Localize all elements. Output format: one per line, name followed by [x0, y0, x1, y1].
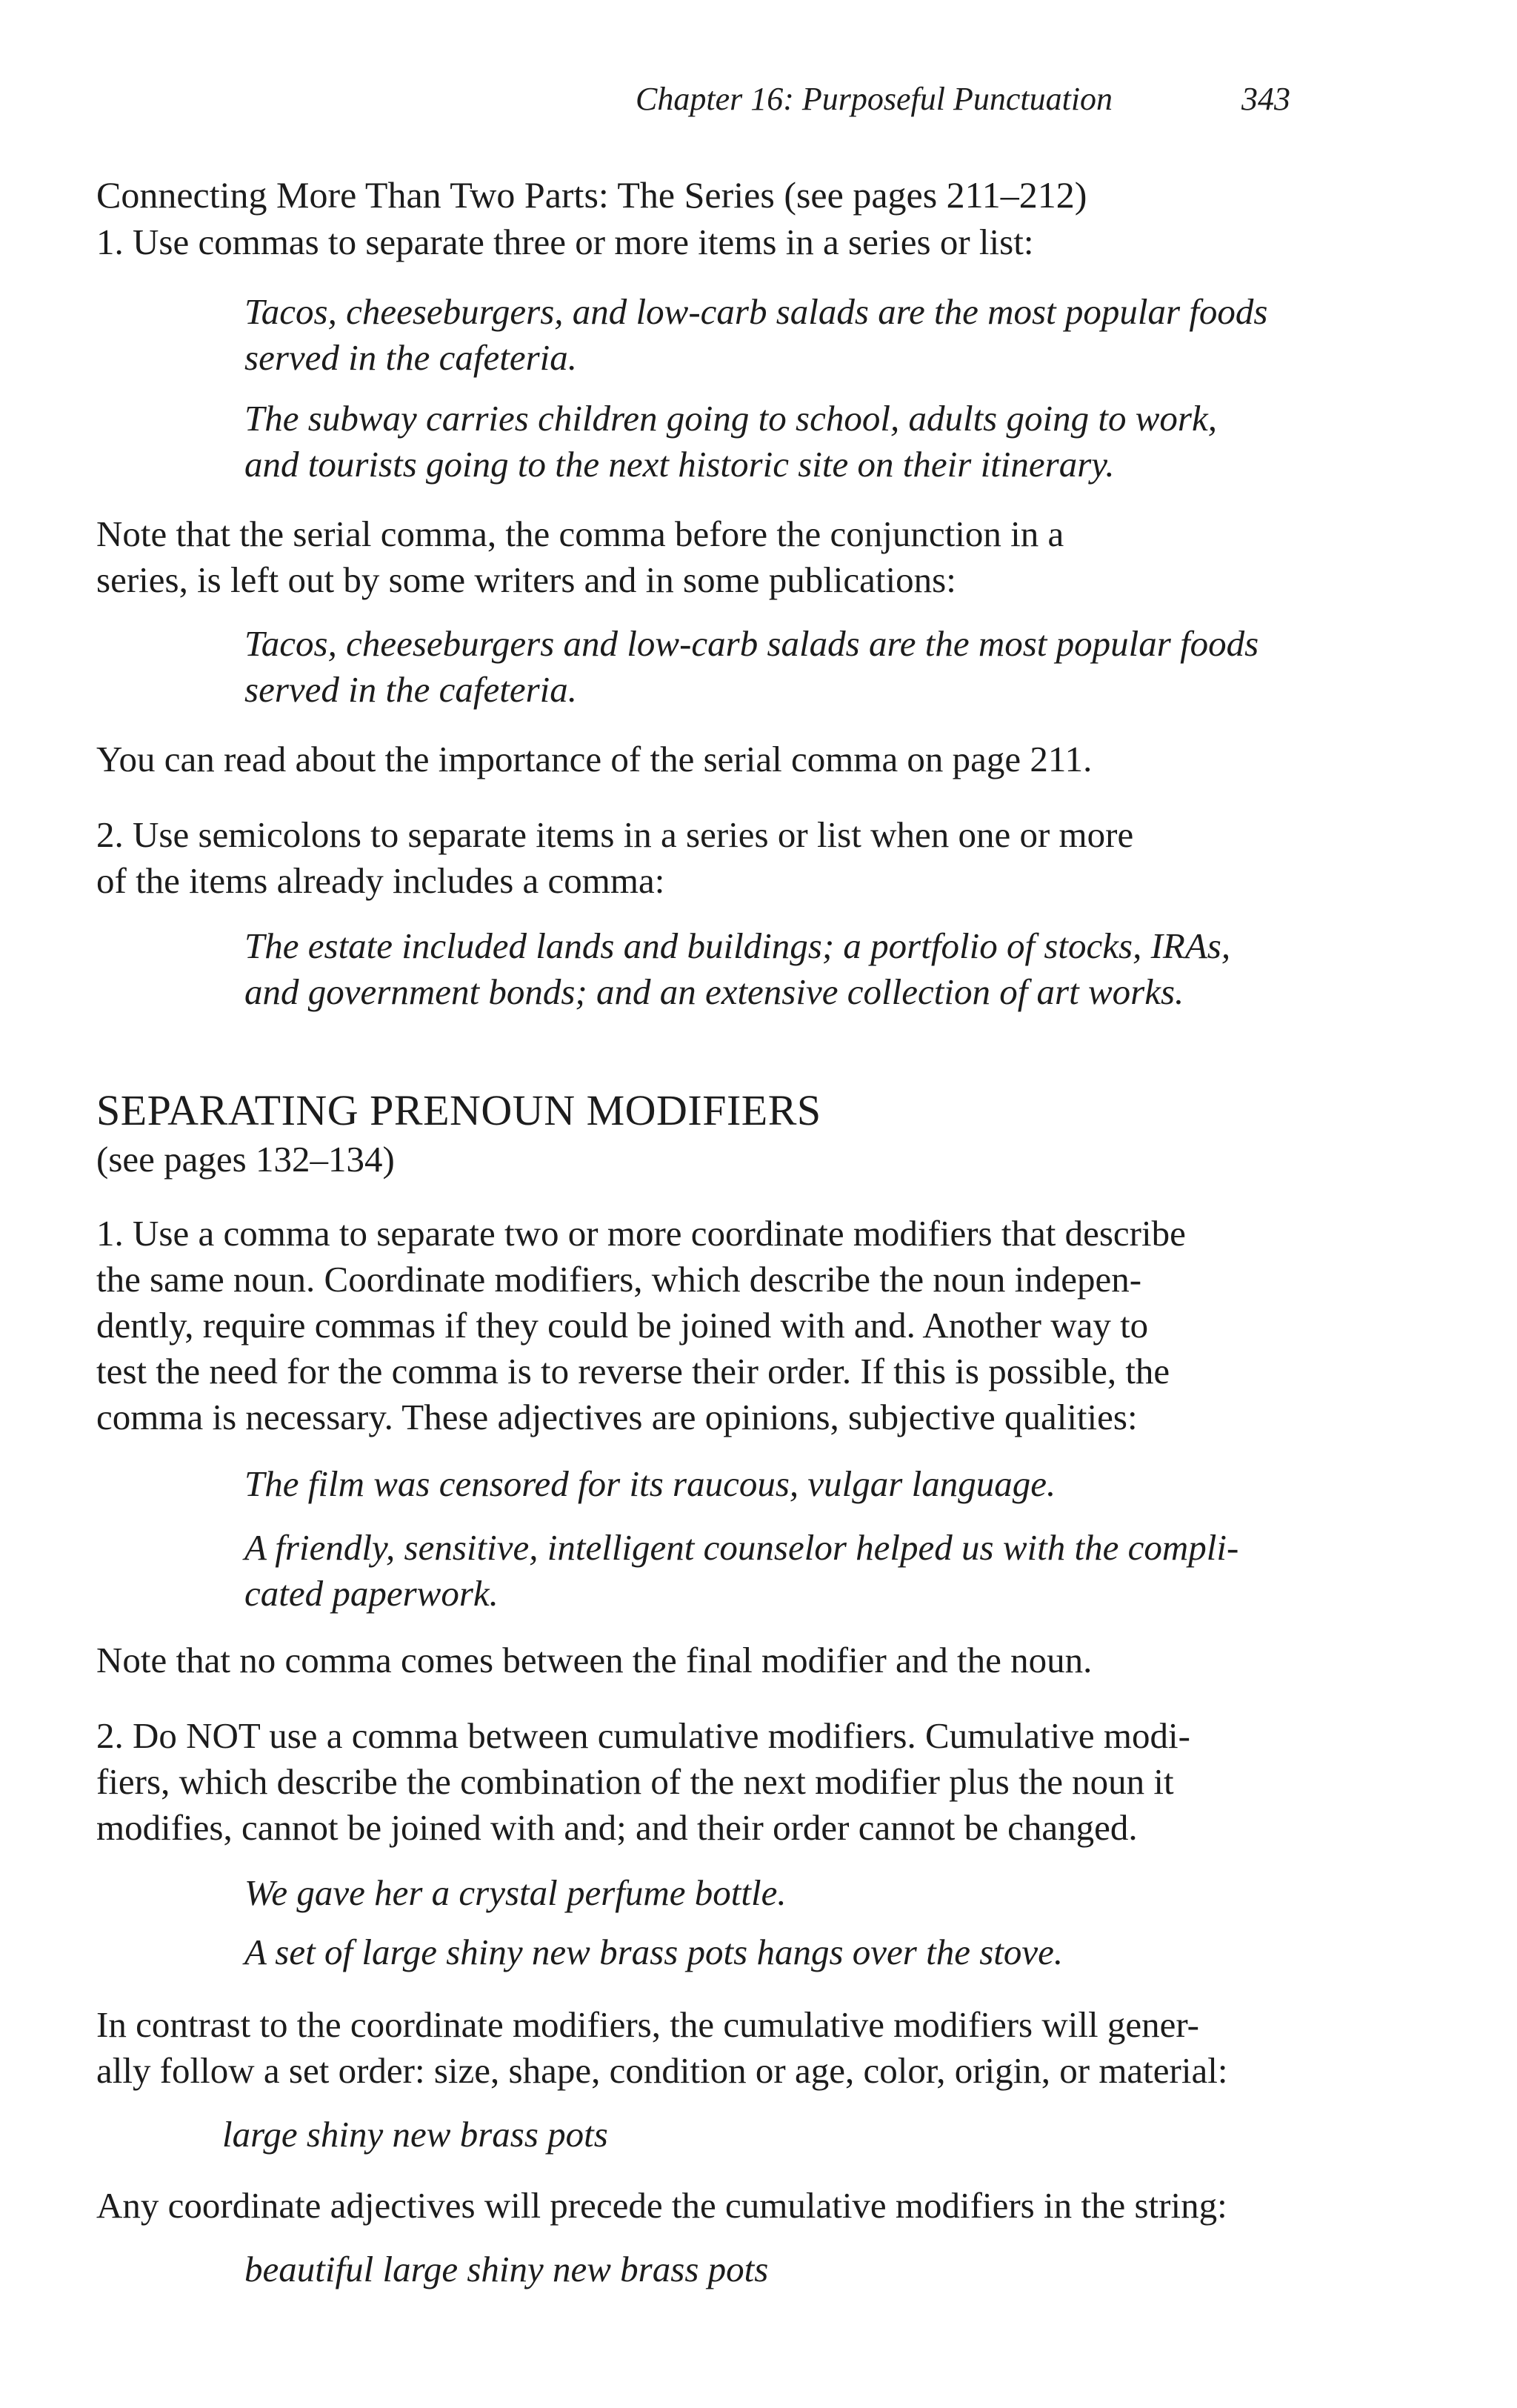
series-example-1-line-2: served in the cafeteria.: [244, 337, 578, 378]
prenoun-example-2-line-1: A friendly, sensitive, intelligent counselor helped us with the compli-: [244, 1527, 1239, 1568]
series-example-4-line-2: and government bonds; and an extensive collection of art works.: [244, 971, 1184, 1012]
series-example-2-line-2: and tourists going to the next historic site on their itinerary.: [244, 444, 1115, 485]
series-rule-1-line-1: 1. Use commas to separate three or more items in a series or list:: [96, 222, 1034, 262]
prenoun-note-1-line-1: Note that no comma comes between the final modifier and the noun.: [96, 1640, 1093, 1680]
prenoun-note-3-line-1: Any coordinate adjectives will precede the cumulative modifiers in the string:: [96, 2185, 1227, 2226]
series-example-2-line-1: The subway carries children going to school, adults going to work,: [244, 398, 1217, 439]
prenoun-note-2-line-2: ally follow a set order: size, shape, condition or age, color, origin, or material:: [96, 2050, 1228, 2091]
prenoun-example-3-line-1: We gave her a crystal perfume bottle.: [244, 1872, 787, 1913]
series-heading: Connecting More Than Two Parts: The Series (see pages 211–212): [96, 174, 1087, 216]
series-example-3-line-1: Tacos, cheeseburgers and low-carb salads are the most popular foods: [244, 623, 1259, 664]
prenoun-rule-1-line-1: 1. Use a comma to separate two or more coordinate modifiers that describe: [96, 1213, 1186, 1254]
running-header-title: Chapter 16: Purposeful Punctuation: [636, 81, 1113, 117]
series-rule-2-line-1: 2. Use semicolons to separate items in a series or list when one or more: [96, 814, 1134, 855]
prenoun-note-2-line-1: In contrast to the coordinate modifiers, the cumulative modifiers will gener-: [96, 2004, 1199, 2045]
series-note-2-line-1: You can read about the importance of the serial comma on page 211.: [96, 739, 1093, 779]
prenoun-example-5-line-1: large shiny new brass pots: [222, 2114, 608, 2155]
page-number: 343: [1241, 81, 1290, 117]
prenoun-rule-1-line-5: comma is necessary. These adjectives are opinions, subjective qualities:: [96, 1397, 1138, 1437]
prenoun-heading: SEPARATING PRENOUN MODIFIERS: [96, 1086, 821, 1134]
prenoun-example-6-line-1: beautiful large shiny new brass pots: [244, 2249, 769, 2289]
prenoun-rule-2-line-1: 2. Do NOT use a comma between cumulative modifiers. Cumulative modi-: [96, 1715, 1190, 1756]
prenoun-rule-1-line-2: the same noun. Coordinate modifiers, which describe the noun indepen-: [96, 1259, 1142, 1300]
prenoun-subheading: (see pages 132–134): [96, 1139, 395, 1180]
series-note-1-line-2: series, is left out by some writers and in some publications:: [96, 559, 956, 600]
series-note-1-line-1: Note that the serial comma, the comma before the conjunction in a: [96, 513, 1064, 554]
series-example-1-line-1: Tacos, cheeseburgers, and low-carb salads are the most popular foods: [244, 291, 1268, 332]
prenoun-example-2-line-2: cated paperwork.: [244, 1573, 499, 1614]
prenoun-rule-2-line-2: fiers, which describe the combination of the next modifier plus the noun it: [96, 1761, 1174, 1802]
series-example-4-line-1: The estate included lands and buildings; a portfolio of stocks, IRAs,: [244, 925, 1231, 966]
prenoun-example-4-line-1: A set of large shiny new brass pots hangs over the stove.: [244, 1932, 1064, 1972]
series-rule-2-line-2: of the items already includes a comma:: [96, 860, 665, 901]
prenoun-rule-2-line-3: modifies, cannot be joined with and; and their order cannot be changed.: [96, 1807, 1138, 1848]
prenoun-rule-1-line-4: test the need for the comma is to reverse their order. If this is possible, the: [96, 1351, 1170, 1391]
prenoun-rule-1-line-3: dently, require commas if they could be joined with and. Another way to: [96, 1305, 1149, 1346]
series-example-3-line-2: served in the cafeteria.: [244, 669, 578, 710]
prenoun-example-1-line-1: The film was censored for its raucous, vulgar language.: [244, 1463, 1056, 1504]
